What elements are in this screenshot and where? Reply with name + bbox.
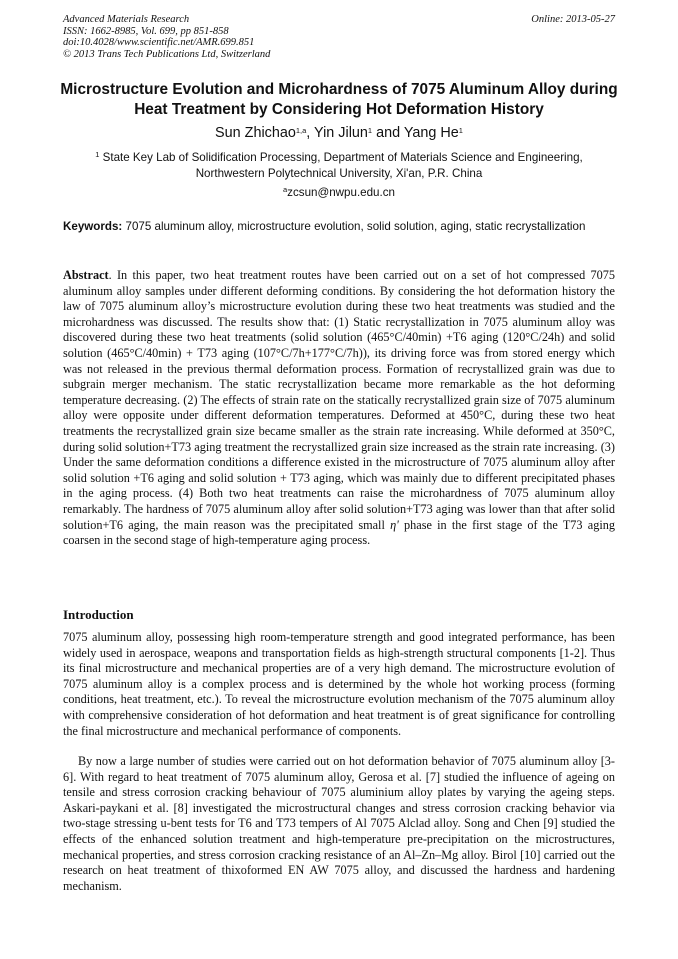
email-address: zcsun@nwpu.edu.cn <box>287 186 395 199</box>
author-separator: , <box>306 125 315 141</box>
doi-line: doi:10.4028/www.scientific.net/AMR.699.851 <box>63 37 255 49</box>
affiliation <box>63 150 615 181</box>
author-list <box>55 124 623 142</box>
author-superscript: 1,a <box>295 126 307 135</box>
keywords-text: 7075 aluminum alloy, microstructure evolution, solid solution, aging, static recrystallization <box>122 220 586 233</box>
journal-name: Advanced Materials Research <box>63 14 190 25</box>
author-superscript: 1 <box>458 126 463 135</box>
email-line <box>63 186 615 200</box>
journal-header <box>63 14 615 60</box>
author-name: Yin Jilun <box>314 125 368 141</box>
section-heading-introduction: Introduction <box>63 607 134 622</box>
author-and: and <box>372 125 404 141</box>
affiliation-text: State Key Lab of Solidification Processing, Department of Materials Science and Engineering, Northwestern Polytechnical University, Xi'an, P.R. China <box>99 151 583 180</box>
online-date: Online: 2013-05-27 <box>531 14 615 25</box>
intro-paragraph-1: 7075 aluminum alloy, possessing high room-temperature strength and good integrated performance, has been widely used in aerospace, weapons and transportation fields as high-strength structural components [1-2]. Thus its final microstructure and mechanical properties are of a very high demand. The microstructure evolution of 7075 aluminum alloy is a complex process and is determined by the whole hot working process (forming conditions, heat treatment, etc.). To reveal the microstructure evolution mechanism of the 7075 aluminum alloy with comprehensive consideration of hot deformation and heat treatment is of great significance for controlling the final microstructure and mechanical performance of components. <box>63 630 615 738</box>
abstract-text: . In this paper, two heat treatment routes have been carried out on a set of hot compressed 7075 aluminum alloy samples under different deforming conditions. By considering the hot deformation history the law of 7075 aluminum alloy’s microstructure evolution during these two heat treatments was studied and the microhardness was discussed. The results show that: (1) Static recrystallization in 7075 aluminum alloy was discovered during these two heat treatments (solid solution (465°C/40min) +T6 aging (120°C/24h) and solid solution (465°C/40min) + T73 aging (107°C/7h+177°C/7h)), its driving force was from stored energy which was not released in the previous thermal deformation process. Formation of recrystallized grain was due to subgrain merger mechanism. The static recrystallization became more remarkable as the hot deforming temperature decreasing. (2) The effects of strain rate on the statically recrystallized grain size of 7075 aluminum alloy were opposite under different deformation temperatures. Deformed at 450°C, during these two heat treatments the recrystallized grain size became smaller as the strain rate increasing. While deformed at 350°C, during solid solution+T73 aging treatment the recrystallized grain size increased as the strain rate increasing. (3) Under the same deformation conditions a difference existed in the microstructure of 7075 aluminum alloy after solid solution +T6 aging and solid solution + T73 aging, which was mainly due to different precipitated phases in the aging process. (4) Both two heat treatments can raise the microhardness of 7075 aluminum alloy remarkably. The hardness of 7075 aluminum alloy after solid solution+T73 aging was lower than that after solid solution+T6 aging, the main reason was the precipitated small <box>63 268 615 532</box>
affiliation-superscript: 1 <box>95 150 100 159</box>
abstract-label: Abstract <box>63 268 109 282</box>
author-name: Sun Zhichao <box>215 125 296 141</box>
copyright-line: © 2013 Trans Tech Publications Ltd, Switzerland <box>63 48 271 60</box>
abstract-text-end: phase in the first stage of the T73 aging coarsen in the second stage of high-temperature aging process. <box>63 517 615 548</box>
author-superscript: 1 <box>367 126 373 135</box>
paper-title: Microstructure Evolution and Microhardness of 7075 Aluminum Alloy during Heat Treatment by Considering Hot Deformation History <box>60 81 618 118</box>
eta-symbol: η' <box>390 517 399 532</box>
abstract <box>63 268 615 549</box>
issn-line: ISSN: 1662-8985, Vol. 699, pp 851-858 <box>63 25 229 37</box>
keywords <box>63 219 615 235</box>
intro-paragraph-2: By now a large number of studies were carried out on hot deformation behavior of 7075 aluminum alloy [3-6]. With regard to heat treatment of 7075 aluminum alloy, Gerosa et al. [7] studied the influence of ageing on tensile and stress corrosion cracking behaviour of 7075 aluminium alloy plates by varying the ageing steps. Askari-paykani et al. [8] investigated the microstructural changes and stress corrosion cracking behavior via two-stage stressing u-bent tests for T6 and T73 tempers of Al 7075 Alclad alloy. Song and Chen [9] studied the effects of the enhanced solution treatment and high-temperature pre-precipitation on the microstructures, mechanical properties, and stress corrosion cracking resistance of an Al–Zn–Mg alloy. Birol [10] carried out the research on heat treatment of thixoformed EN AW 7075 alloy, and discussed the hardness and hardening mechanism. <box>63 754 615 893</box>
keywords-label: Keywords: <box>63 220 123 233</box>
email-superscript: a <box>283 185 288 194</box>
author-name: Yang He <box>403 125 459 141</box>
